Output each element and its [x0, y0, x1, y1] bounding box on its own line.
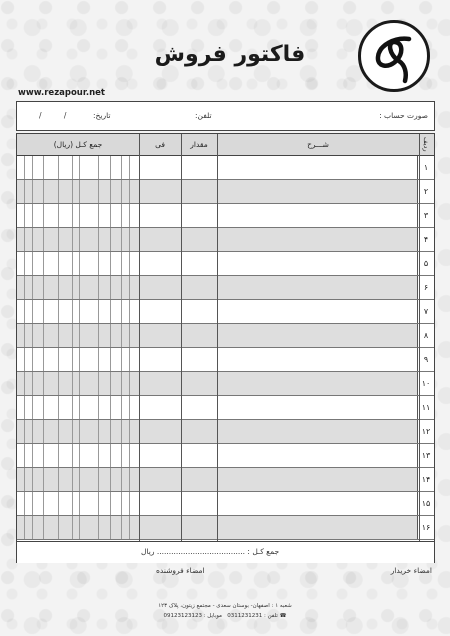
total-digit-divider: [24, 228, 25, 251]
website-link[interactable]: www.rezapour.net: [18, 88, 105, 98]
total-digit-divider: [129, 492, 130, 515]
row-number: ۱۴: [417, 468, 434, 491]
total-digit-divider: [43, 420, 44, 443]
total-digit-divider: [32, 300, 33, 323]
total-digit-divider: [32, 156, 33, 179]
total-digit-divider: [110, 372, 111, 395]
total-digit-divider: [32, 372, 33, 395]
table-row: [17, 444, 434, 468]
total-digit-divider: [43, 348, 44, 371]
total-digit-divider: [58, 156, 59, 179]
total-digit-divider: [43, 300, 44, 323]
footer-contacts: [150, 613, 300, 619]
total-digit-divider: [110, 348, 111, 371]
date-label: تاریخ:: [93, 111, 111, 120]
total-digit-divider: [58, 204, 59, 227]
total-digit-divider: [121, 156, 122, 179]
total-digit-divider: [79, 348, 80, 371]
total-digit-divider: [24, 372, 25, 395]
total-digit-divider: [24, 300, 25, 323]
total-digit-divider: [98, 228, 99, 251]
footer-phone: تلفن : 0311231231: [227, 613, 278, 619]
total-digit-divider: [24, 180, 25, 203]
total-digit-divider: [32, 324, 33, 347]
total-digit-divider: [32, 444, 33, 467]
grand-total-row: [17, 541, 434, 563]
total-digit-divider: [98, 252, 99, 275]
total-digit-divider: [110, 252, 111, 275]
total-digit-divider: [110, 420, 111, 443]
total-digit-divider: [58, 372, 59, 395]
total-digit-divider: [79, 444, 80, 467]
total-digit-divider: [121, 204, 122, 227]
total-digit-divider: [58, 468, 59, 491]
total-digit-divider: [121, 300, 122, 323]
total-digit-divider: [98, 324, 99, 347]
total-digit-divider: [129, 348, 130, 371]
total-digit-divider: [129, 420, 130, 443]
total-digit-divider: [110, 444, 111, 467]
total-digit-divider: [24, 276, 25, 299]
table-header: [17, 134, 434, 156]
total-digit-divider: [58, 444, 59, 467]
total-digit-divider: [129, 276, 130, 299]
total-digit-divider: [79, 492, 80, 515]
total-digit-divider: [98, 444, 99, 467]
total-digit-divider: [110, 276, 111, 299]
total-digit-divider: [121, 348, 122, 371]
total-digit-divider: [129, 252, 130, 275]
total-digit-divider: [43, 204, 44, 227]
total-digit-divider: [43, 444, 44, 467]
total-digit-divider: [72, 492, 73, 515]
total-digit-divider: [129, 372, 130, 395]
total-digit-divider: [110, 516, 111, 539]
total-digit-divider: [121, 420, 122, 443]
total-digit-divider: [129, 396, 130, 419]
total-digit-divider: [58, 228, 59, 251]
total-digit-divider: [43, 372, 44, 395]
total-digit-divider: [72, 420, 73, 443]
total-digit-divider: [79, 276, 80, 299]
total-digit-divider: [24, 324, 25, 347]
total-digit-divider: [58, 348, 59, 371]
row-number: ۴: [417, 228, 434, 251]
total-digit-divider: [79, 372, 80, 395]
total-digit-divider: [24, 492, 25, 515]
total-digit-divider: [79, 396, 80, 419]
total-digit-divider: [98, 372, 99, 395]
total-digit-divider: [43, 228, 44, 251]
total-digit-divider: [110, 324, 111, 347]
total-digit-divider: [110, 228, 111, 251]
total-digit-divider: [79, 516, 80, 539]
grand-total-label: جمع کـل : ..................................... ریال: [141, 547, 280, 556]
total-digit-divider: [32, 468, 33, 491]
table-row: [17, 228, 434, 252]
total-digit-divider: [43, 276, 44, 299]
total-digit-divider: [72, 180, 73, 203]
row-number: ۱۵: [417, 492, 434, 515]
total-digit-divider: [43, 492, 44, 515]
total-digit-divider: [121, 468, 122, 491]
customer-info-box: [16, 101, 435, 131]
table-row: [17, 180, 434, 204]
total-digit-divider: [121, 372, 122, 395]
total-digit-divider: [121, 444, 122, 467]
header-total: جمع کـل (ریال): [53, 140, 103, 149]
total-digit-divider: [58, 180, 59, 203]
table-row: [17, 396, 434, 420]
header-row-number: ردیف: [422, 137, 430, 152]
total-digit-divider: [110, 468, 111, 491]
total-digit-divider: [72, 396, 73, 419]
table-row: [17, 492, 434, 516]
total-digit-divider: [98, 396, 99, 419]
seller-signature-label: امضاء فروشنده: [156, 566, 205, 575]
total-digit-divider: [79, 228, 80, 251]
table-row: [17, 516, 434, 540]
total-digit-divider: [72, 252, 73, 275]
row-number: ۱: [417, 156, 434, 179]
total-digit-divider: [43, 324, 44, 347]
total-digit-divider: [98, 420, 99, 443]
total-digit-divider: [121, 492, 122, 515]
row-number: ۹: [417, 348, 434, 371]
total-digit-divider: [72, 204, 73, 227]
total-digit-divider: [32, 396, 33, 419]
total-digit-divider: [79, 324, 80, 347]
total-digit-divider: [43, 396, 44, 419]
total-digit-divider: [79, 420, 80, 443]
row-number: ۱۳: [417, 444, 434, 467]
total-digit-divider: [98, 276, 99, 299]
total-digit-divider: [58, 276, 59, 299]
total-digit-divider: [121, 324, 122, 347]
total-digit-divider: [129, 228, 130, 251]
total-digit-divider: [98, 348, 99, 371]
total-digit-divider: [98, 156, 99, 179]
total-digit-divider: [72, 228, 73, 251]
total-digit-divider: [72, 300, 73, 323]
total-digit-divider: [32, 516, 33, 539]
total-digit-divider: [98, 492, 99, 515]
page-title: فاکتور فروش: [154, 42, 306, 67]
total-digit-divider: [32, 228, 33, 251]
column-divider: [419, 134, 420, 541]
total-digit-divider: [32, 252, 33, 275]
total-digit-divider: [129, 468, 130, 491]
total-digit-divider: [129, 324, 130, 347]
total-digit-divider: [58, 324, 59, 347]
buyer-signature-label: امضاء خریدار: [390, 566, 432, 575]
row-number: ۸: [417, 324, 434, 347]
total-digit-divider: [24, 204, 25, 227]
row-number: ۱۰: [417, 372, 434, 395]
total-digit-divider: [24, 396, 25, 419]
total-digit-divider: [58, 516, 59, 539]
total-digit-divider: [129, 156, 130, 179]
table-row: [17, 300, 434, 324]
total-digit-divider: [79, 252, 80, 275]
total-digit-divider: [121, 228, 122, 251]
total-digit-divider: [121, 396, 122, 419]
total-digit-divider: [121, 180, 122, 203]
total-digit-divider: [24, 516, 25, 539]
total-digit-divider: [121, 276, 122, 299]
total-digit-divider: [79, 468, 80, 491]
total-digit-divider: [129, 516, 130, 539]
total-digit-divider: [72, 468, 73, 491]
total-digit-divider: [72, 348, 73, 371]
total-digit-divider: [43, 180, 44, 203]
invoice-table: [16, 133, 435, 563]
total-digit-divider: [129, 204, 130, 227]
total-digit-divider: [58, 420, 59, 443]
total-digit-divider: [72, 276, 73, 299]
total-digit-divider: [98, 204, 99, 227]
column-divider: [139, 134, 140, 541]
total-digit-divider: [32, 204, 33, 227]
account-label: صورت حساب :: [379, 111, 428, 120]
row-number: ۱۶: [417, 516, 434, 539]
total-digit-divider: [129, 300, 130, 323]
row-number: ۶: [417, 276, 434, 299]
total-digit-divider: [72, 324, 73, 347]
total-digit-divider: [24, 252, 25, 275]
column-divider: [181, 134, 182, 541]
total-digit-divider: [110, 396, 111, 419]
total-digit-divider: [24, 468, 25, 491]
total-digit-divider: [79, 156, 80, 179]
total-digit-divider: [121, 516, 122, 539]
total-digit-divider: [32, 420, 33, 443]
row-number: ۱۱: [417, 396, 434, 419]
total-digit-divider: [79, 180, 80, 203]
table-row: [17, 324, 434, 348]
header-unit-price: فی: [155, 140, 165, 149]
total-digit-divider: [58, 396, 59, 419]
table-row: [17, 348, 434, 372]
total-digit-divider: [32, 276, 33, 299]
phone-icon: ☎: [279, 613, 287, 619]
row-number: ۱۲: [417, 420, 434, 443]
row-number: ۳: [417, 204, 434, 227]
total-digit-divider: [98, 516, 99, 539]
row-number: ۷: [417, 300, 434, 323]
footer-mobile: موبایل : 09123123123: [163, 613, 222, 619]
table-row: [17, 252, 434, 276]
total-digit-divider: [24, 156, 25, 179]
table-row: [17, 156, 434, 180]
total-digit-divider: [121, 252, 122, 275]
total-digit-divider: [43, 252, 44, 275]
total-digit-divider: [32, 348, 33, 371]
total-digit-divider: [58, 252, 59, 275]
total-digit-divider: [43, 156, 44, 179]
total-digit-divider: [24, 420, 25, 443]
total-digit-divider: [79, 204, 80, 227]
total-digit-divider: [72, 156, 73, 179]
phone-label: تلفن:: [195, 111, 212, 120]
row-number: ۵: [417, 252, 434, 275]
total-digit-divider: [110, 300, 111, 323]
header-description: شـــرح: [307, 140, 329, 149]
total-digit-divider: [110, 204, 111, 227]
total-digit-divider: [110, 492, 111, 515]
column-divider: [217, 134, 218, 541]
table-row: [17, 468, 434, 492]
r-monogram-logo-icon: [358, 20, 430, 92]
total-digit-divider: [98, 468, 99, 491]
total-digit-divider: [98, 180, 99, 203]
total-digit-divider: [24, 348, 25, 371]
total-digit-divider: [72, 444, 73, 467]
total-digit-divider: [32, 492, 33, 515]
table-row: [17, 276, 434, 300]
table-row: [17, 204, 434, 228]
header-quantity: مقدار: [190, 140, 208, 149]
date-placeholder: / /: [39, 111, 77, 120]
total-digit-divider: [24, 444, 25, 467]
total-digit-divider: [129, 444, 130, 467]
total-digit-divider: [129, 180, 130, 203]
footer-address: شعبه ۱ : اصفهان- بوستان سعدی - مجتمع زیتون، پلاک ۱۲۳: [158, 603, 292, 609]
total-digit-divider: [43, 516, 44, 539]
total-digit-divider: [32, 180, 33, 203]
total-digit-divider: [58, 492, 59, 515]
total-digit-divider: [58, 300, 59, 323]
total-digit-divider: [110, 180, 111, 203]
row-number: ۲: [417, 180, 434, 203]
table-row: [17, 372, 434, 396]
total-digit-divider: [72, 516, 73, 539]
total-digit-divider: [79, 300, 80, 323]
total-digit-divider: [43, 468, 44, 491]
total-digit-divider: [110, 156, 111, 179]
total-digit-divider: [72, 372, 73, 395]
total-digit-divider: [98, 300, 99, 323]
table-row: [17, 420, 434, 444]
